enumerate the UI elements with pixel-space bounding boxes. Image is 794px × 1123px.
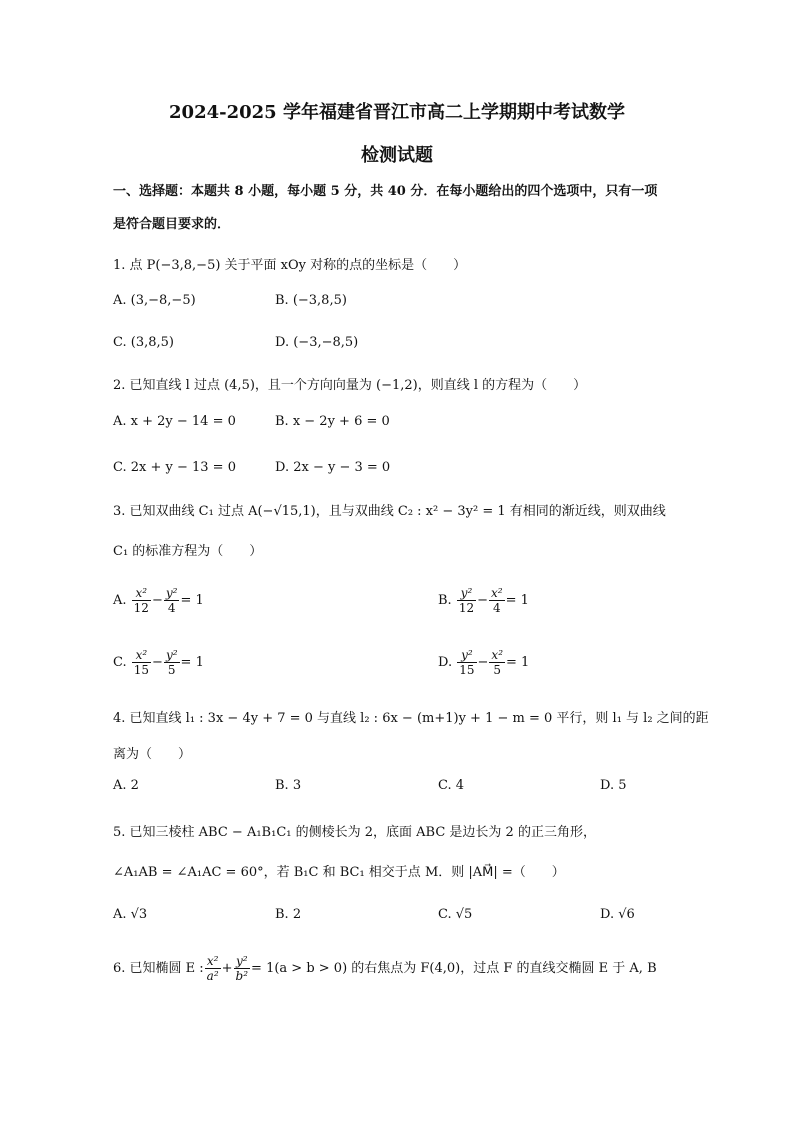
page-subtitle: 检测试题 [361, 145, 433, 166]
fraction [457, 648, 476, 677]
question-5-stem-line1: 5. 已知三棱柱 ABC − A₁B₁C₁ 的侧棱长为 2，底面 ABC 是边长为 2 的正三角形， [113, 825, 596, 840]
fraction [164, 586, 180, 615]
operator: − [477, 655, 489, 670]
question-6-suffix: = 1(a > b > 0) 的右焦点为 F(4,0)，过点 F 的直线交椭圆 E 于 A, B [251, 961, 657, 976]
question-3-stem-line2: C₁ 的标准方程为（ ） [113, 544, 263, 559]
question-3-option-b [438, 586, 529, 615]
question-2-option-b: B. x − 2y + 6 = 0 [275, 414, 390, 429]
denominator: 15 [459, 663, 475, 677]
question-1-option-c: C. (3,8,5) [113, 335, 174, 350]
numerator: y² [234, 954, 251, 969]
question-4-stem-line1: 4. 已知直线 l₁ : 3x − 4y + 7 = 0 与直线 l₂ : 6x − (m+1)y + 1 − m = 0 平行，则 l₁ 与 l₂ 之间的距 [113, 711, 709, 726]
section-instructions-line2: 是符合题目要求的． [113, 217, 231, 232]
question-3-option-c [113, 648, 204, 677]
question-1-option-d: D. (−3,−8,5) [275, 335, 359, 350]
denominator: 15 [133, 663, 150, 677]
operator: + [221, 961, 233, 976]
question-2-option-c: C. 2x + y − 13 = 0 [113, 460, 236, 475]
page-title: 2024-2025 学年福建省晋江市高二上学期期中考试数学 [169, 102, 625, 123]
question-2-stem: 2. 已知直线 l 过点 (4,5)，且一个方向向量为 (−1,2)，则直线 l 的方程为（ ） [113, 378, 587, 393]
option-label: A. [113, 593, 127, 608]
denominator: 12 [133, 601, 149, 615]
denominator: 5 [493, 663, 502, 677]
denominator: b² [235, 969, 249, 983]
question-4-stem-line2: 离为（ ） [113, 747, 192, 762]
numerator: x² [205, 954, 221, 969]
operator: − [152, 655, 163, 670]
fraction [132, 586, 151, 615]
equals: = 1 [180, 593, 204, 608]
question-5-option-d: D. √6 [600, 907, 635, 922]
denominator: a² [206, 969, 219, 983]
question-5-option-a: A. √3 [113, 907, 148, 922]
numerator: x² [132, 586, 151, 601]
numerator: y² [165, 648, 178, 662]
operator: − [151, 593, 163, 608]
numerator: y² [457, 586, 476, 601]
fraction [234, 954, 251, 983]
question-4-option-c: C. 4 [438, 778, 465, 793]
question-3-option-a [113, 586, 204, 615]
equals: = 1 [506, 655, 530, 670]
denominator: 5 [167, 663, 176, 677]
numerator: y² [165, 586, 178, 600]
fraction [489, 586, 505, 615]
operator: − [477, 593, 489, 608]
question-5-option-b: B. 2 [275, 907, 302, 922]
question-5-stem-line2: ∠A₁AB = ∠A₁AC = 60°，若 B₁C 和 BC₁ 相交于点 M．则 |AM⃗| =（ ） [113, 865, 565, 880]
numerator: x² [132, 648, 151, 663]
option-label: B. [438, 593, 452, 608]
question-4-option-b: B. 3 [275, 778, 302, 793]
option-label: D. [438, 655, 453, 670]
question-1-stem: 1. 点 P(−3,8,−5) 关于平面 xOy 对称的点的坐标是（ ） [113, 258, 467, 273]
fraction [457, 586, 476, 615]
numerator: x² [491, 586, 503, 600]
denominator: 12 [458, 601, 475, 615]
question-1-option-a: A. (3,−8,−5) [113, 293, 196, 308]
question-6-prefix: 6. 已知椭圆 E : [113, 961, 204, 976]
denominator: 4 [492, 601, 501, 615]
question-5-option-c: C. √5 [438, 907, 473, 922]
numerator: y² [457, 648, 476, 663]
section-instructions-line1: 一、选择题：本题共 8 小题，每小题 5 分，共 40 分．在每小题给出的四个选项中，只有一项 [113, 184, 658, 199]
question-3-option-d [438, 648, 529, 677]
option-label: C. [113, 655, 127, 670]
numerator: x² [491, 648, 503, 662]
fraction [132, 648, 151, 677]
equals: = 1 [180, 655, 204, 670]
fraction [489, 648, 505, 677]
question-2-option-d: D. 2x − y − 3 = 0 [275, 460, 391, 475]
fraction [164, 648, 180, 677]
denominator: 4 [167, 601, 176, 615]
question-1-option-b: B. (−3,8,5) [275, 293, 347, 308]
fraction [205, 954, 221, 983]
question-4-option-a: A. 2 [113, 778, 139, 793]
question-6-stem [113, 954, 657, 983]
question-3-stem-line1: 3. 已知双曲线 C₁ 过点 A(−√15,1)，且与双曲线 C₂ : x² − 3y² = 1 有相同的渐近线，则双曲线 [113, 504, 666, 519]
question-2-option-a: A. x + 2y − 14 = 0 [113, 414, 236, 429]
question-4-option-d: D. 5 [600, 778, 627, 793]
equals: = 1 [505, 593, 529, 608]
